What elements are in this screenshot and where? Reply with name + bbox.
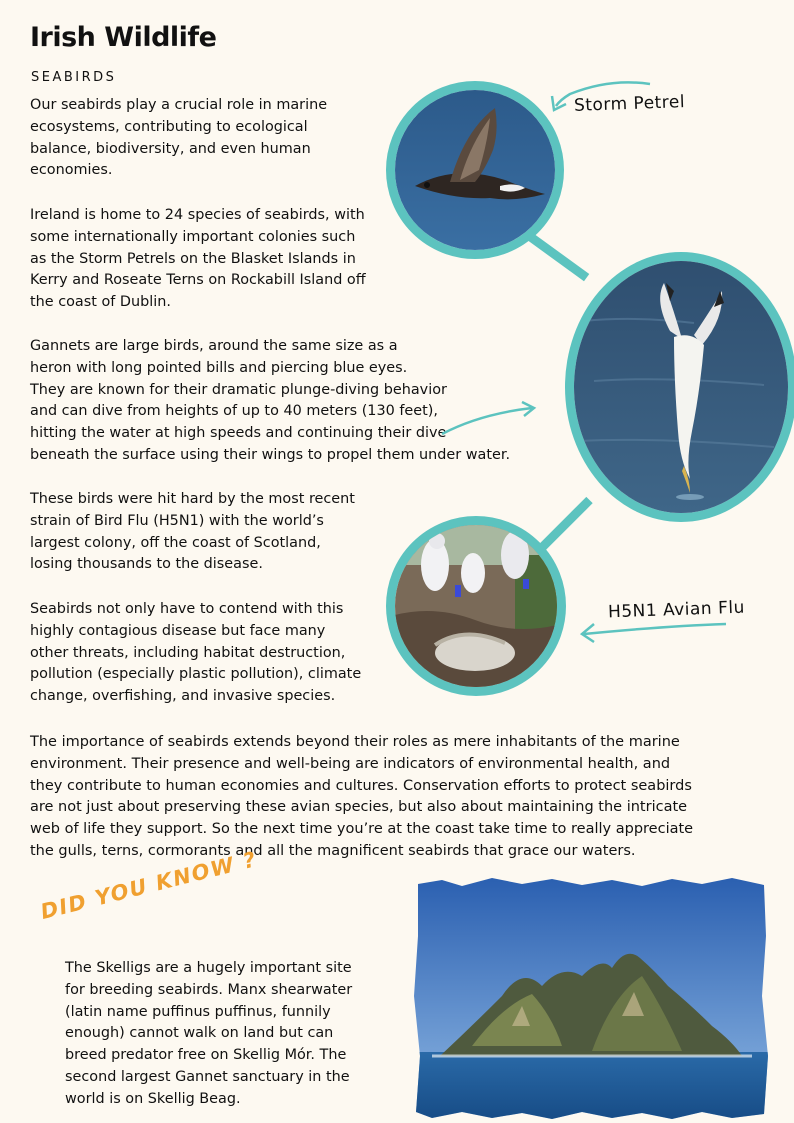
text-line: economies. — [30, 162, 113, 179]
text-line: Seabirds not only have to contend with this — [30, 601, 344, 617]
avian-flu-photo — [386, 516, 566, 696]
text-line: environment. Their presence and well-being are indicators of environmental health, and — [30, 755, 671, 772]
did-you-know-text — [65, 958, 352, 1111]
text-line: Ireland is home to 24 species of seabirds, with — [30, 207, 365, 223]
text-line: They are known for their dramatic plunge-diving behavior — [30, 381, 447, 398]
text-line: highly contagious disease but face many — [30, 622, 326, 639]
connector-line — [527, 233, 589, 281]
text-line: the gulls, terns, cormorants and all the magnificent seabirds that grace our waters. — [30, 842, 636, 859]
text-line: pollution (especially plastic pollution), climate — [30, 666, 362, 683]
text-line: as the Storm Petrels on the Blasket Islands in — [30, 250, 356, 267]
skellig-island-photo — [412, 876, 770, 1120]
text-line: they contribute to human economies and cultures. Conservation efforts to protect seabirds — [30, 777, 692, 794]
storm-petrel-photo — [386, 81, 564, 259]
text-line: balance, biodiversity, and even human — [30, 140, 311, 157]
storm-petrel-label: Storm Petrel — [573, 92, 686, 116]
text-line: hitting the water at high speeds and continuing their dive — [30, 425, 447, 442]
text-line: change, overfishing, and invasive species. — [30, 688, 336, 705]
text-line: for breeding seabirds. Manx shearwater — [65, 981, 353, 998]
gannet-image — [574, 261, 788, 513]
text-line: strain of Bird Flu (H5N1) with the world’s — [30, 512, 324, 529]
text-line: other threats, including habitat destruction, — [30, 644, 346, 661]
text-line: beneath the surface using their wings to propel them under water. — [30, 446, 511, 463]
text-line: the coast of Dublin. — [30, 294, 171, 311]
text-line: second largest Gannet sanctuary in the — [65, 1068, 350, 1085]
text-line: enough) cannot walk on land but can — [65, 1025, 334, 1042]
text-line: The importance of seabirds extends beyond their roles as mere inhabitants of the marine — [30, 734, 680, 750]
avian-flu-label: H5N1 Avian Flu — [607, 597, 746, 623]
text-line: (latin name puffinus puffinus, funnily — [65, 1003, 331, 1020]
text-line: ecosystems, contributing to ecological — [30, 118, 308, 135]
arrow-to-avian-flu — [576, 618, 736, 648]
paragraph-importance — [30, 732, 693, 863]
text-line: and can dive from heights of up to 40 meters (130 feet), — [30, 403, 438, 420]
avian-flu-image — [395, 525, 557, 687]
storm-petrel-image — [395, 90, 555, 250]
text-line: largest colony, off the coast of Scotland, — [30, 534, 321, 551]
text-line: some internationally important colonies such — [30, 228, 356, 245]
paragraph-intro — [30, 95, 327, 182]
paragraph-gannets — [30, 336, 510, 467]
connector-line — [537, 497, 593, 553]
paragraph-bird-flu — [30, 489, 355, 576]
text-line: These birds were hit hard by the most recent — [30, 491, 355, 507]
text-line: Gannets are large birds, around the same size as a — [30, 338, 398, 354]
text-line: world is on Skellig Beag. — [65, 1090, 241, 1107]
page-title: Irish Wildlife — [30, 22, 217, 53]
text-line: breed predator free on Skellig Mór. The — [65, 1047, 347, 1064]
arrow-to-gannet — [440, 400, 540, 440]
gannet-photo — [565, 252, 794, 522]
text-line: are not just about preserving these avian species, but also about maintaining the intricate — [30, 799, 688, 816]
section-subtitle: SEABIRDS — [31, 70, 117, 85]
text-line: Our seabirds play a crucial role in marine — [30, 97, 328, 113]
text-line: Kerry and Roseate Terns on Rockabill Island off — [30, 272, 366, 289]
text-line: losing thousands to the disease. — [30, 556, 263, 573]
paragraph-threats — [30, 599, 361, 708]
text-line: web of life they support. So the next time you’re at the coast take time to really appreciate — [30, 821, 694, 838]
did-you-know-heading: DID YOU KNOW ? — [38, 846, 260, 924]
text-line: heron with long pointed bills and piercing blue eyes. — [30, 359, 408, 376]
paragraph-species — [30, 205, 366, 314]
text-line: The Skelligs are a hugely important site — [65, 960, 352, 976]
